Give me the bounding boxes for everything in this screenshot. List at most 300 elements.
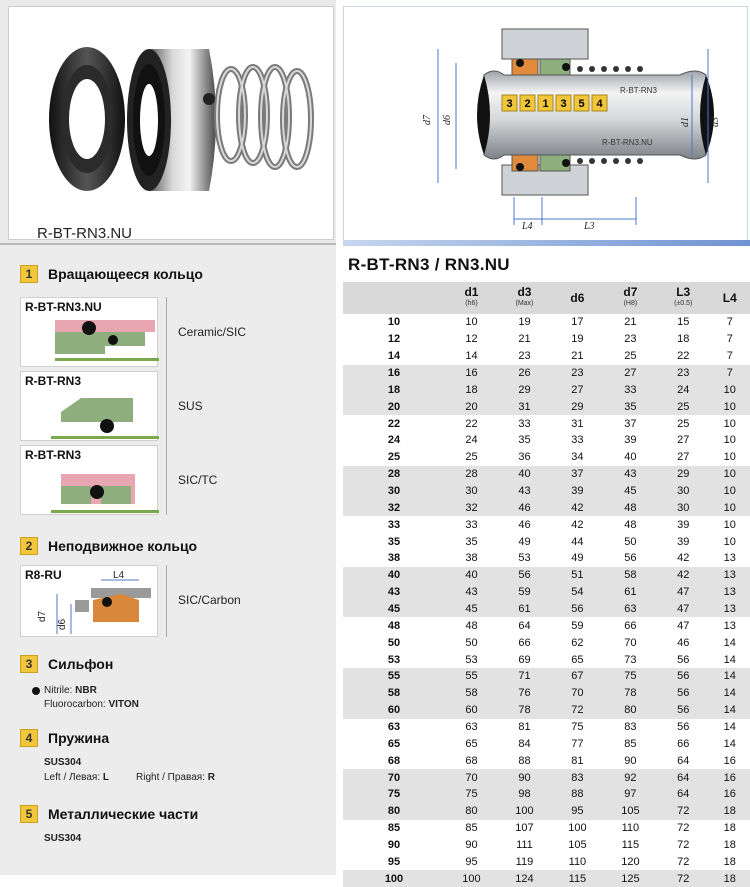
table-row	[343, 837, 750, 854]
value-cell: 47	[657, 601, 710, 618]
size-cell: 48	[343, 617, 445, 634]
dim-l3-label: L3	[584, 221, 595, 232]
value-cell: 25	[657, 415, 710, 432]
size-cell: 20	[343, 398, 445, 415]
value-cell: 40	[445, 567, 498, 584]
value-cell: 65	[551, 651, 604, 668]
value-cell: 39	[604, 432, 657, 449]
variant-name: R-BT-RN3	[25, 374, 81, 388]
size-cell: 63	[343, 719, 445, 736]
value-cell: 42	[657, 567, 710, 584]
value-cell: 25	[657, 398, 710, 415]
value-cell: 13	[710, 617, 750, 634]
size-cell: 16	[343, 365, 445, 382]
value-cell: 18	[710, 837, 750, 854]
value-cell: 120	[604, 854, 657, 871]
header-cell: d3 (Max)	[498, 282, 551, 314]
value-cell: 13	[710, 584, 750, 601]
value-cell: 72	[657, 820, 710, 837]
value-cell: 10	[710, 466, 750, 483]
value-cell: 90	[604, 752, 657, 769]
value-cell: 115	[551, 870, 604, 887]
value-cell: 98	[498, 786, 551, 803]
table-row	[343, 870, 750, 887]
size-cell: 28	[343, 466, 445, 483]
value-cell: 58	[445, 685, 498, 702]
value-cell: 17	[551, 314, 604, 331]
table-row	[343, 483, 750, 500]
material-prefix: Fluorocarbon:	[44, 699, 106, 710]
value-cell: 27	[551, 381, 604, 398]
value-cell: 40	[604, 449, 657, 466]
accent-bar	[343, 240, 750, 246]
value-cell: 12	[445, 331, 498, 348]
size-cell: 35	[343, 533, 445, 550]
variant-card-rn3nu	[20, 297, 158, 367]
table-row	[343, 314, 750, 331]
value-cell: 27	[657, 432, 710, 449]
value-cell: 42	[551, 516, 604, 533]
table-row	[343, 601, 750, 618]
value-cell: 72	[657, 854, 710, 871]
section-stationary-ring	[20, 537, 197, 555]
header-cell: d7 (H8)	[604, 282, 657, 314]
table-row	[343, 331, 750, 348]
table-row	[343, 449, 750, 466]
value-cell: 23	[604, 331, 657, 348]
value-cell: 23	[498, 348, 551, 365]
value-cell: 7	[710, 348, 750, 365]
material-value: NBR	[75, 685, 97, 696]
value-cell: 10	[445, 314, 498, 331]
spring-right-value: R	[207, 772, 215, 783]
value-cell: 18	[710, 803, 750, 820]
table-row	[343, 348, 750, 365]
value-cell: 64	[657, 786, 710, 803]
value-cell: 105	[551, 837, 604, 854]
table-row	[343, 685, 750, 702]
section-title: Пружина	[48, 730, 110, 746]
size-cell: 100	[343, 870, 445, 887]
value-cell: 19	[498, 314, 551, 331]
table-body	[343, 314, 750, 887]
value-cell: 47	[657, 584, 710, 601]
value-cell: 105	[604, 803, 657, 820]
value-cell: 100	[551, 820, 604, 837]
spec-table	[343, 282, 750, 887]
table-row	[343, 769, 750, 786]
value-cell: 80	[445, 803, 498, 820]
table-row	[343, 702, 750, 719]
value-cell: 90	[498, 769, 551, 786]
value-cell: 30	[657, 483, 710, 500]
value-cell: 59	[498, 584, 551, 601]
bellows-material-viton	[44, 699, 139, 710]
value-cell: 14	[710, 634, 750, 651]
table-row	[343, 617, 750, 634]
size-cell: 58	[343, 685, 445, 702]
section-title: Сильфон	[48, 656, 114, 672]
value-cell: 66	[498, 634, 551, 651]
value-cell: 72	[657, 870, 710, 887]
size-cell: 33	[343, 516, 445, 533]
value-cell: 48	[604, 516, 657, 533]
value-cell: 35	[604, 398, 657, 415]
value-cell: 42	[657, 550, 710, 567]
table-row	[343, 365, 750, 382]
size-cell: 85	[343, 820, 445, 837]
size-cell: 95	[343, 854, 445, 871]
value-cell: 69	[498, 651, 551, 668]
value-cell: 21	[551, 348, 604, 365]
table-row	[343, 735, 750, 752]
value-cell: 27	[657, 449, 710, 466]
header-cell: L4	[710, 282, 750, 314]
value-cell: 10	[710, 449, 750, 466]
product-name: R-BT-RN3.NU	[37, 225, 133, 242]
variant-card-r8ru	[20, 565, 158, 637]
value-cell: 33	[445, 516, 498, 533]
value-cell: 75	[551, 719, 604, 736]
value-cell: 83	[604, 719, 657, 736]
value-cell: 34	[551, 449, 604, 466]
size-cell: 32	[343, 499, 445, 516]
value-cell: 10	[710, 381, 750, 398]
product-photo	[8, 6, 334, 240]
table-row	[343, 466, 750, 483]
value-cell: 21	[604, 314, 657, 331]
dim-d6: d6	[57, 618, 68, 630]
section-number-badge: 2	[20, 537, 38, 555]
table-row	[343, 432, 750, 449]
value-cell: 49	[498, 533, 551, 550]
value-cell: 56	[657, 685, 710, 702]
spring-left-value: L	[102, 772, 109, 783]
table-row	[343, 533, 750, 550]
variant-material: Ceramic/SIC	[178, 325, 247, 339]
table-header-row	[343, 282, 750, 314]
section-title: Вращающееся кольцо	[48, 266, 203, 282]
value-cell: 44	[551, 533, 604, 550]
variant-name: R8-RU	[25, 568, 62, 582]
divider	[166, 297, 167, 515]
value-cell: 71	[498, 668, 551, 685]
value-cell: 61	[498, 601, 551, 618]
dim-d3-label: d3	[710, 117, 721, 127]
value-cell: 51	[551, 567, 604, 584]
section-title: Металлические части	[48, 806, 199, 822]
value-cell: 88	[498, 752, 551, 769]
dim-d7-label: d7	[422, 115, 433, 125]
value-cell: 18	[710, 870, 750, 887]
size-cell: 10	[343, 314, 445, 331]
value-cell: 53	[498, 550, 551, 567]
dimensions-table	[343, 282, 750, 885]
value-cell: 33	[551, 432, 604, 449]
spring-right-prefix: Right / Правая:	[136, 772, 205, 783]
variant-name: R-BT-RN3	[25, 448, 81, 462]
value-cell: 56	[657, 668, 710, 685]
dim-d7: d7	[37, 610, 48, 622]
table-row	[343, 634, 750, 651]
value-cell: 14	[710, 685, 750, 702]
value-cell: 15	[657, 314, 710, 331]
size-cell: 43	[343, 584, 445, 601]
table-row	[343, 398, 750, 415]
value-cell: 16	[445, 365, 498, 382]
value-cell: 43	[498, 483, 551, 500]
table-title: R-BT-RN3 / RN3.NU	[348, 255, 510, 274]
value-cell: 46	[498, 516, 551, 533]
table-row	[343, 584, 750, 601]
value-cell: 36	[498, 449, 551, 466]
table-row	[343, 651, 750, 668]
value-cell: 60	[445, 702, 498, 719]
table-row	[343, 803, 750, 820]
value-cell: 10	[710, 533, 750, 550]
part-label: 1	[542, 98, 549, 110]
dim-l4-label: L4	[522, 221, 533, 232]
value-cell: 50	[445, 634, 498, 651]
value-cell: 24	[445, 432, 498, 449]
variant-label-top: R-BT-RN3	[620, 86, 657, 95]
section-spring	[20, 729, 109, 747]
value-cell: 70	[604, 634, 657, 651]
value-cell: 95	[445, 854, 498, 871]
value-cell: 43	[445, 584, 498, 601]
variant-name: R-BT-RN3.NU	[25, 300, 102, 314]
section-number-badge: 4	[20, 729, 38, 747]
value-cell: 10	[710, 499, 750, 516]
value-cell: 110	[551, 854, 604, 871]
value-cell: 13	[710, 567, 750, 584]
spring-material: SUS304	[44, 757, 82, 768]
size-cell: 30	[343, 483, 445, 500]
table-row	[343, 668, 750, 685]
value-cell: 63	[445, 719, 498, 736]
value-cell: 10	[710, 398, 750, 415]
section-number-badge: 3	[20, 655, 38, 673]
value-cell: 18	[710, 820, 750, 837]
variant-material: SIC/Carbon	[178, 593, 241, 607]
part-label: 3	[506, 98, 513, 110]
value-cell: 48	[445, 617, 498, 634]
value-cell: 70	[445, 769, 498, 786]
value-cell: 25	[604, 348, 657, 365]
value-cell: 110	[604, 820, 657, 837]
size-cell: 60	[343, 702, 445, 719]
divider	[166, 565, 167, 637]
value-cell: 14	[710, 719, 750, 736]
value-cell: 95	[551, 803, 604, 820]
size-cell: 22	[343, 415, 445, 432]
value-cell: 22	[657, 348, 710, 365]
table-row	[343, 786, 750, 803]
value-cell: 83	[551, 769, 604, 786]
variant-card-rn3-tc	[20, 445, 158, 515]
size-cell: 75	[343, 786, 445, 803]
value-cell: 56	[551, 601, 604, 618]
value-cell: 14	[710, 735, 750, 752]
value-cell: 66	[604, 617, 657, 634]
size-cell: 12	[343, 331, 445, 348]
value-cell: 45	[604, 483, 657, 500]
size-cell: 50	[343, 634, 445, 651]
value-cell: 70	[551, 685, 604, 702]
material-value: VITON	[108, 699, 139, 710]
value-cell: 56	[657, 651, 710, 668]
value-cell: 14	[710, 668, 750, 685]
part-label: 5	[578, 98, 585, 110]
value-cell: 18	[657, 331, 710, 348]
value-cell: 125	[604, 870, 657, 887]
table-row	[343, 516, 750, 533]
spring-left-prefix: Left / Левая:	[44, 772, 101, 783]
size-cell: 45	[343, 601, 445, 618]
value-cell: 13	[710, 601, 750, 618]
value-cell: 29	[657, 466, 710, 483]
table-row	[343, 499, 750, 516]
seal-cross-section-drawing	[344, 7, 749, 243]
part-label: 3	[560, 98, 567, 110]
size-cell: 70	[343, 769, 445, 786]
value-cell: 38	[445, 550, 498, 567]
value-cell: 46	[657, 634, 710, 651]
value-cell: 80	[604, 702, 657, 719]
value-cell: 72	[657, 837, 710, 854]
value-cell: 56	[604, 550, 657, 567]
value-cell: 67	[551, 668, 604, 685]
metal-material: SUS304	[44, 833, 82, 844]
value-cell: 7	[710, 314, 750, 331]
size-cell: 90	[343, 837, 445, 854]
spring-right	[136, 772, 215, 783]
value-cell: 29	[498, 381, 551, 398]
value-cell: 111	[498, 837, 551, 854]
value-cell: 10	[710, 415, 750, 432]
left-panel	[0, 0, 336, 875]
value-cell: 19	[551, 331, 604, 348]
value-cell: 56	[657, 702, 710, 719]
value-cell: 100	[498, 803, 551, 820]
value-cell: 90	[445, 837, 498, 854]
value-cell: 50	[604, 533, 657, 550]
header-cell: L3 (±0.5)	[657, 282, 710, 314]
value-cell: 107	[498, 820, 551, 837]
section-title: Неподвижное кольцо	[48, 538, 198, 554]
value-cell: 88	[551, 786, 604, 803]
table-row	[343, 567, 750, 584]
value-cell: 48	[604, 499, 657, 516]
value-cell: 63	[604, 601, 657, 618]
section-bellows	[20, 655, 113, 673]
value-cell: 28	[445, 466, 498, 483]
value-cell: 43	[604, 466, 657, 483]
value-cell: 40	[498, 466, 551, 483]
table-row	[343, 381, 750, 398]
value-cell: 124	[498, 870, 551, 887]
value-cell: 18	[710, 854, 750, 871]
value-cell: 55	[445, 668, 498, 685]
table-row	[343, 854, 750, 871]
value-cell: 7	[710, 331, 750, 348]
value-cell: 97	[604, 786, 657, 803]
value-cell: 85	[445, 820, 498, 837]
value-cell: 7	[710, 365, 750, 382]
value-cell: 47	[657, 617, 710, 634]
value-cell: 39	[657, 516, 710, 533]
seal-photo-illustration	[9, 7, 335, 241]
value-cell: 81	[498, 719, 551, 736]
value-cell: 84	[498, 735, 551, 752]
size-cell: 55	[343, 668, 445, 685]
value-cell: 54	[551, 584, 604, 601]
size-cell: 80	[343, 803, 445, 820]
value-cell: 14	[710, 651, 750, 668]
size-cell: 18	[343, 381, 445, 398]
value-cell: 56	[498, 567, 551, 584]
material-prefix: Nitrile:	[44, 685, 73, 696]
value-cell: 29	[551, 398, 604, 415]
value-cell: 33	[498, 415, 551, 432]
size-cell: 14	[343, 348, 445, 365]
value-cell: 33	[604, 381, 657, 398]
value-cell: 37	[551, 466, 604, 483]
bullet-icon	[32, 687, 40, 695]
value-cell: 75	[604, 668, 657, 685]
header-cell: d1 (h6)	[445, 282, 498, 314]
value-cell: 76	[498, 685, 551, 702]
size-cell: 40	[343, 567, 445, 584]
value-cell: 64	[657, 769, 710, 786]
dim-d1-label: d1	[680, 117, 691, 127]
value-cell: 64	[498, 617, 551, 634]
value-cell: 77	[551, 735, 604, 752]
value-cell: 46	[498, 499, 551, 516]
value-cell: 56	[657, 719, 710, 736]
value-cell: 58	[604, 567, 657, 584]
part-label: 2	[524, 98, 531, 110]
variant-label-bottom: R-BT-RN3.NU	[602, 138, 653, 147]
value-cell: 78	[498, 702, 551, 719]
value-cell: 16	[710, 786, 750, 803]
value-cell: 61	[604, 584, 657, 601]
header-cell-size	[343, 282, 445, 314]
value-cell: 65	[445, 735, 498, 752]
section-metal-parts	[20, 805, 198, 823]
value-cell: 75	[445, 786, 498, 803]
header-cell: d6	[551, 282, 604, 314]
value-cell: 100	[445, 870, 498, 887]
value-cell: 62	[551, 634, 604, 651]
value-cell: 27	[604, 365, 657, 382]
value-cell: 45	[445, 601, 498, 618]
value-cell: 73	[604, 651, 657, 668]
value-cell: 68	[445, 752, 498, 769]
value-cell: 22	[445, 415, 498, 432]
value-cell: 32	[445, 499, 498, 516]
value-cell: 78	[604, 685, 657, 702]
value-cell: 26	[498, 365, 551, 382]
value-cell: 115	[604, 837, 657, 854]
technical-drawing	[343, 6, 748, 242]
section-number-badge: 1	[20, 265, 38, 283]
value-cell: 23	[657, 365, 710, 382]
value-cell: 14	[710, 702, 750, 719]
size-cell: 65	[343, 735, 445, 752]
value-cell: 13	[710, 550, 750, 567]
section-rotating-ring	[20, 265, 203, 283]
